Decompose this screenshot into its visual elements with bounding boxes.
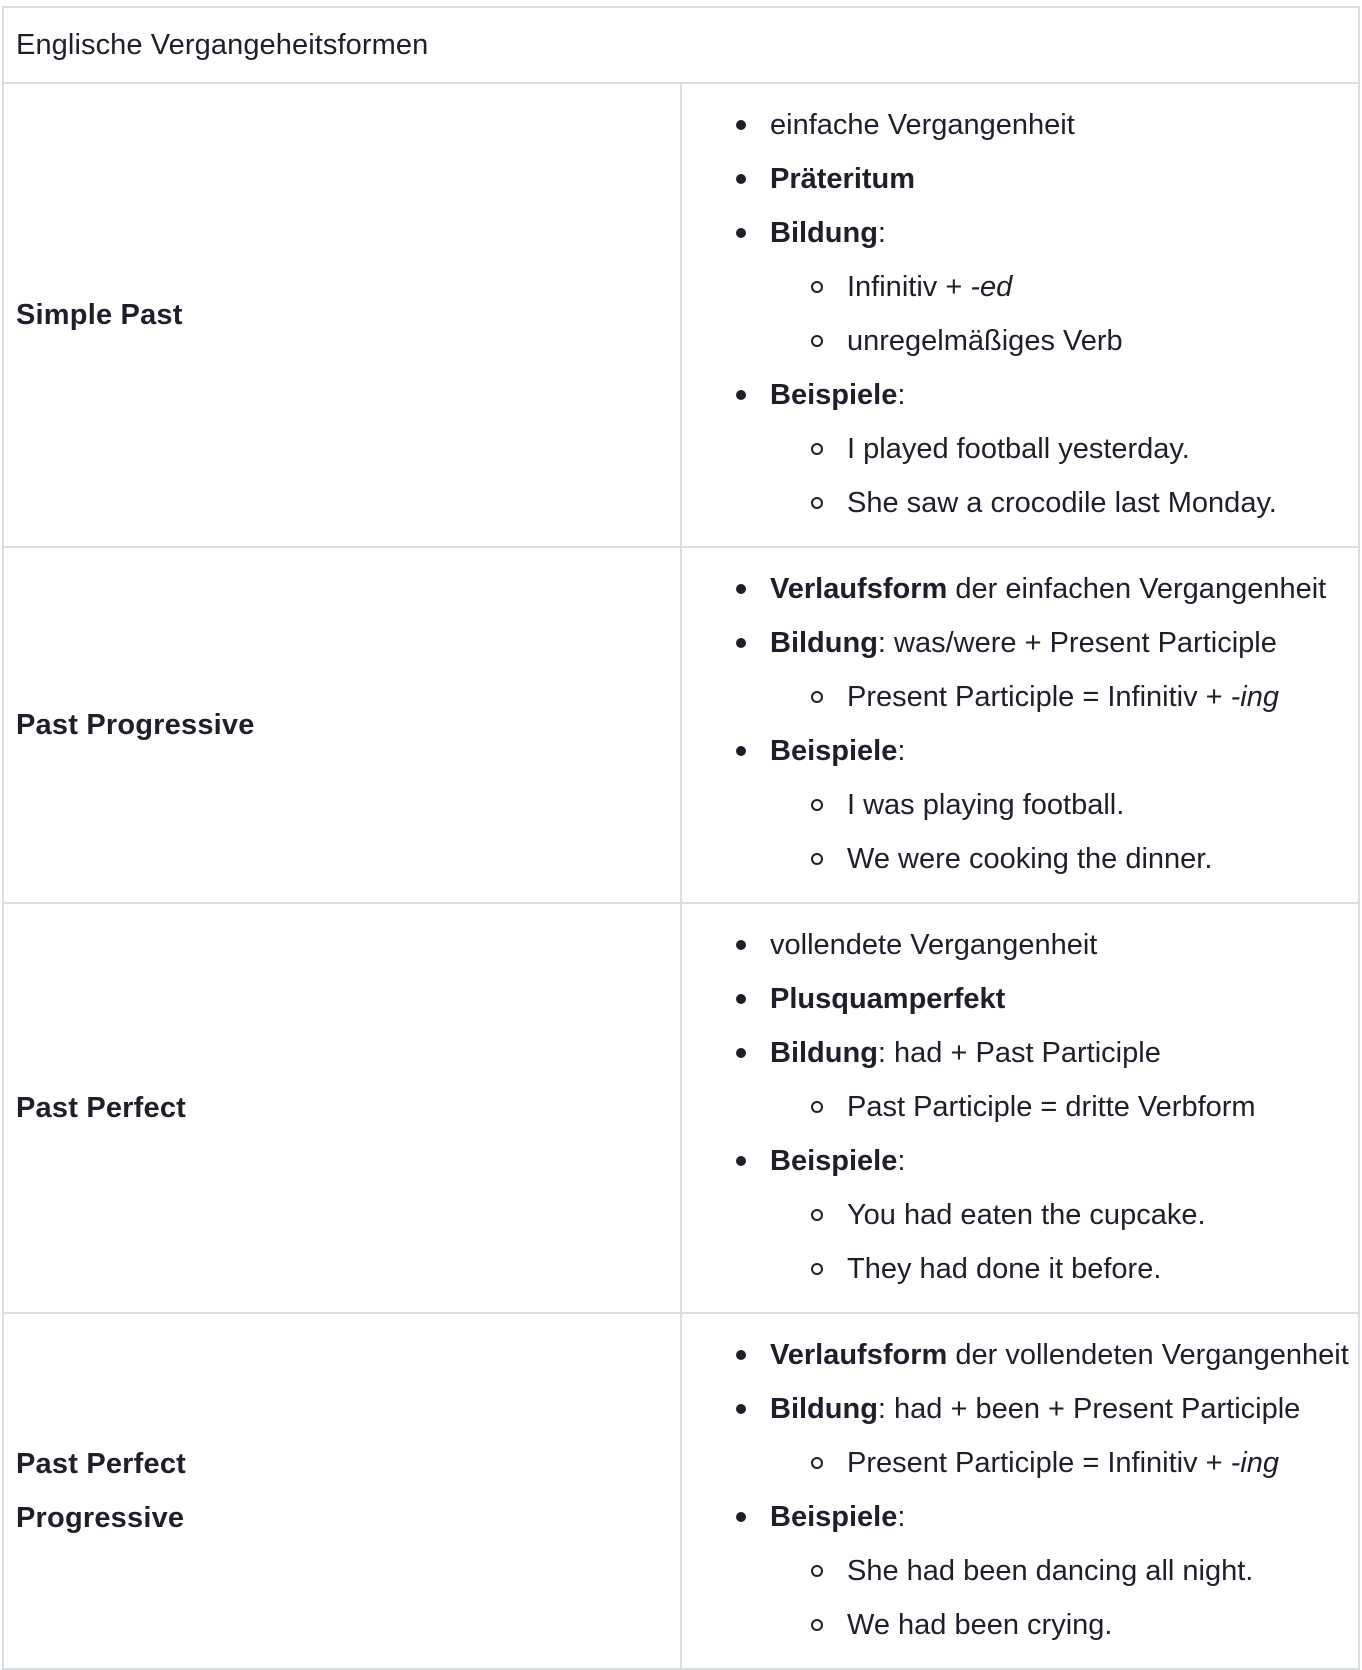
list-item: Verlaufsform der einfachen Vergangenheit <box>682 562 1358 616</box>
list-item: einfache Vergangenheit <box>682 98 1358 152</box>
sub-list-item: Present Participle = Infinitiv + -ing <box>770 670 1358 724</box>
sub-list-item: They had done it before. <box>770 1242 1358 1296</box>
sub-list-item: You had eaten the cupcake. <box>770 1188 1358 1242</box>
list-item: Beispiele: I was playing football. We were cooking the dinner. <box>682 724 1358 886</box>
table-row-past-progressive <box>3 547 1359 903</box>
row-label-line: Progressive <box>16 1502 185 1534</box>
sub-list-item: Present Participle = Infinitiv + -ing <box>770 1436 1358 1490</box>
list-item: Verlaufsform der vollendeten Vergangenheit <box>682 1328 1358 1382</box>
sub-bullet-list <box>770 1436 1358 1490</box>
sub-bullet-list <box>770 422 1358 530</box>
sub-bullet-list <box>770 1188 1358 1296</box>
list-item: Beispiele: She had been dancing all night. We had been crying. <box>682 1490 1358 1652</box>
tense-table-wrapper <box>2 6 1360 1670</box>
tense-table <box>2 6 1360 1670</box>
bullet-list <box>682 548 1358 902</box>
list-item: Plusquamperfekt <box>682 972 1358 1026</box>
sub-list-item: She saw a crocodile last Monday. <box>770 476 1358 530</box>
list-item: vollendete Vergangenheit <box>682 918 1358 972</box>
bullet-list <box>682 904 1358 1312</box>
list-item: Bildung: had + Past Participle Past Participle = dritte Verbform <box>682 1026 1358 1134</box>
row-content <box>681 903 1359 1313</box>
bullet-list <box>682 1314 1358 1668</box>
sub-list-item: I was playing football. <box>770 778 1358 832</box>
row-label <box>3 1313 681 1669</box>
bullet-list <box>682 84 1358 546</box>
table-caption-row <box>3 7 1359 83</box>
sub-bullet-list <box>770 778 1358 886</box>
sub-list-item: She had been dancing all night. <box>770 1544 1358 1598</box>
sub-list-item: I played football yesterday. <box>770 422 1358 476</box>
table-row-simple-past <box>3 83 1359 547</box>
list-item: Präteritum <box>682 152 1358 206</box>
row-label: Simple Past <box>3 83 681 547</box>
sub-list-item: unregelmäßiges Verb <box>770 314 1358 368</box>
sub-list-item: Past Participle = dritte Verbform <box>770 1080 1358 1134</box>
row-content <box>681 83 1359 547</box>
row-label: Past Progressive <box>3 547 681 903</box>
list-item: Bildung: had + been + Present Participle Present Participle = Infinitiv + -ing <box>682 1382 1358 1490</box>
table-row-past-perfect <box>3 903 1359 1313</box>
sub-list-item: Infinitiv + -ed <box>770 260 1358 314</box>
sub-bullet-list <box>770 670 1358 724</box>
table-row-past-perfect-progressive <box>3 1313 1359 1669</box>
row-label: Past Perfect <box>3 903 681 1313</box>
row-content <box>681 547 1359 903</box>
row-content <box>681 1313 1359 1669</box>
sub-bullet-list <box>770 260 1358 368</box>
sub-list-item: We had been crying. <box>770 1598 1358 1652</box>
row-label-line: Past Perfect <box>16 1448 187 1480</box>
list-item: Bildung: was/were + Present Participle Present Participle = Infinitiv + -ing <box>682 616 1358 724</box>
sub-bullet-list <box>770 1544 1358 1652</box>
sub-list-item: We were cooking the dinner. <box>770 832 1358 886</box>
list-item: Bildung: Infinitiv + -ed unregelmäßiges Verb <box>682 206 1358 368</box>
list-item: Beispiele: You had eaten the cupcake. They had done it before. <box>682 1134 1358 1296</box>
sub-bullet-list <box>770 1080 1358 1134</box>
list-item: Beispiele: I played football yesterday. She saw a crocodile last Monday. <box>682 368 1358 530</box>
table-caption: Englische Vergangeheitsformen <box>3 7 1359 83</box>
